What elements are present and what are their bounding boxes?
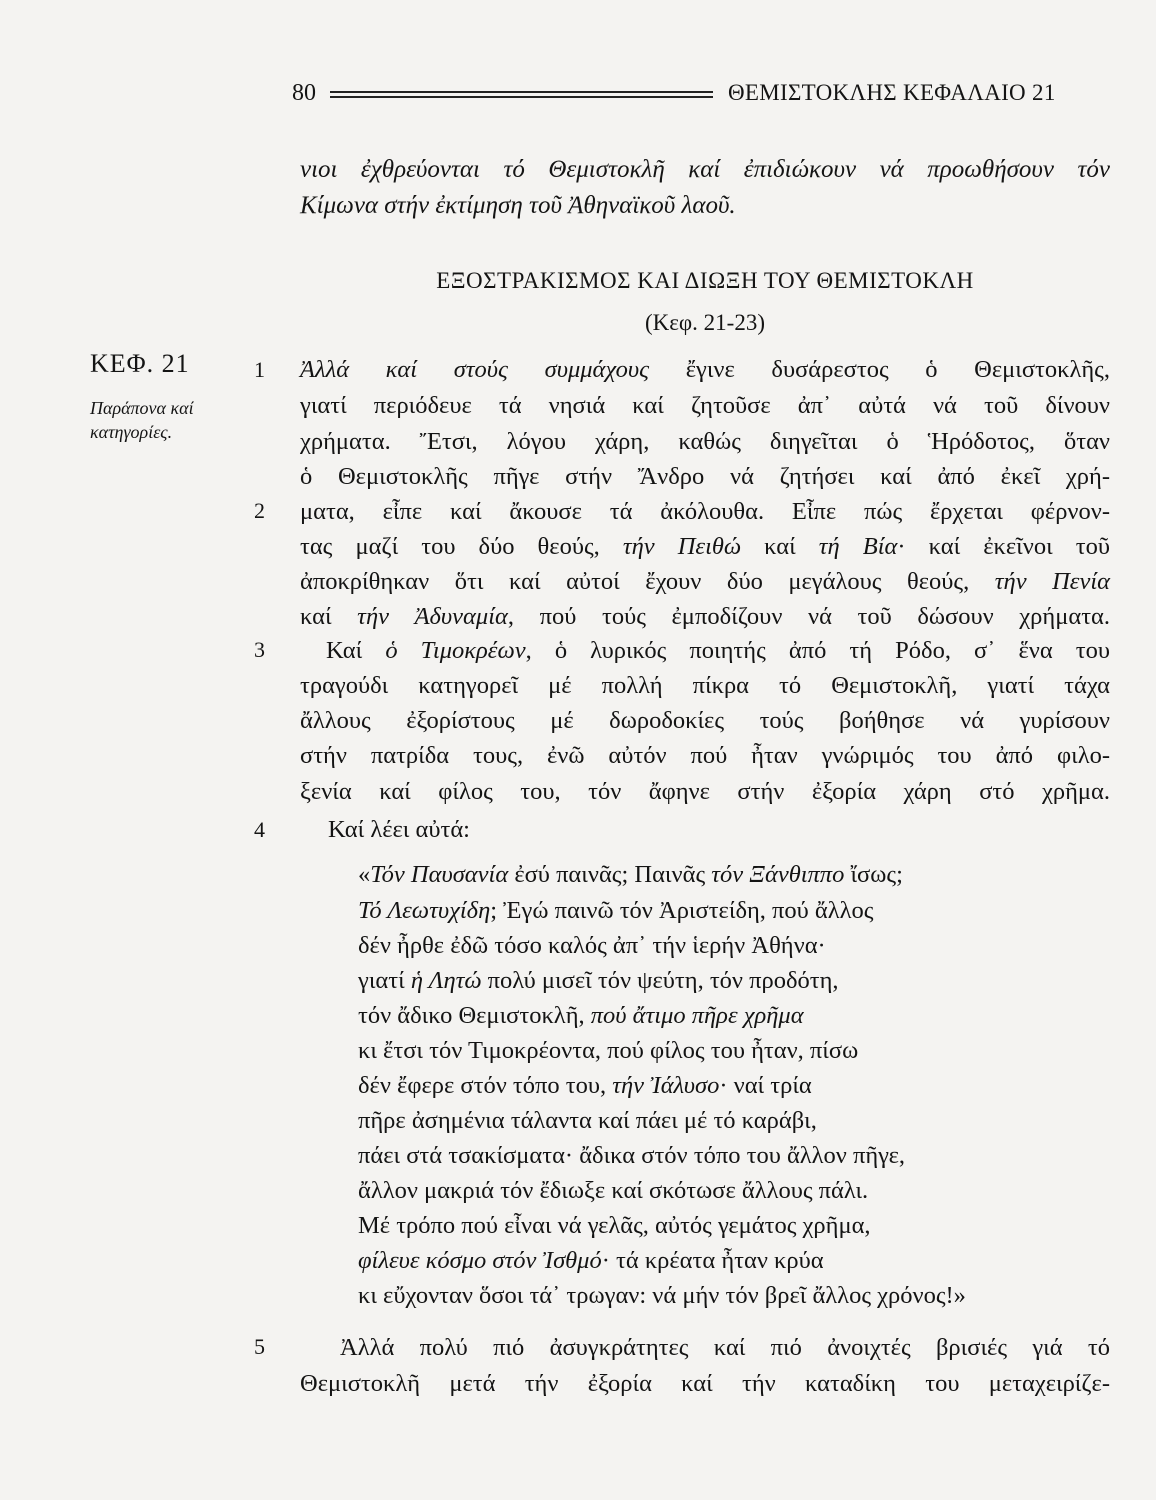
text-line: τας μαζί του δύο θεούς, τήν Πειθώ καί τή Βία· καί ἐκεῖνοι τοῦ	[300, 533, 1110, 560]
text-line: χρήματα. Ἔτσι, λόγου χάρη, καθώς διηγεῖται ὁ Ἡρόδοτος, ὅταν	[300, 428, 1110, 455]
poem-verse: πῆρε ἀσημένια τάλαντα καί πάει μέ τό καράβι,	[358, 1107, 817, 1134]
text-line: στήν πατρίδα τους, ἐνῶ αὐτόν πού ἦταν γνώριμός του ἀπό φιλο-	[300, 742, 1110, 769]
paragraph-number: 5	[254, 1334, 265, 1359]
paragraph-number: 4	[254, 817, 265, 842]
poem-verse: δέν ἔφερε στόν τόπο του, τήν Ἰάλυσο· ναί τρία	[358, 1072, 812, 1099]
poem-verse: φίλευε κόσμο στόν Ἰσθμό· τά κρέατα ἦταν κρύα	[358, 1247, 824, 1274]
text-line: Ἀλλά πολύ πιό ἀσυγκράτητες καί πιό ἀνοιχτές βρισιές γιά τό	[340, 1334, 1110, 1361]
paragraph-number: 1	[254, 357, 265, 382]
text-line: Ἀλλά καί στούς συμμάχους ἔγινε δυσάρεστος ὁ Θεμιστοκλῆς,	[300, 356, 1111, 383]
paragraph-number: 2	[254, 498, 265, 523]
poem-verse: Μέ τρόπο πού εἶναι νά γελᾶς, αὐτός γεμάτος χρῆμα,	[358, 1212, 871, 1239]
poem-verse: δέν ἦρθε ἐδῶ τόσο καλός ἀπ᾽ τήν ἱερήν Ἀθήνα·	[358, 932, 826, 959]
margin-chapter: ΚΕΦ. 21	[90, 349, 190, 378]
intro-line-2: Κίμωνα στήν ἐκτίμηση τοῦ Ἀθηναϊκοῦ λαοῦ.	[300, 192, 736, 219]
poem-verse: κι εὔχονταν ὅσοι τά᾽ τρωγαν: νά μήν τόν βρεῖ ἄλλος χρόνος!»	[358, 1282, 966, 1309]
poem-verse: κι ἔτσι τόν Τιμοκρέοντα, πού φίλος του ἦταν, πίσω	[358, 1037, 859, 1064]
poem-verse: πάει στά τσακίσματα· ἄδικα στόν τόπο του ἄλλον πῆγε,	[358, 1142, 906, 1169]
intro-line-1: νιοι ἐχθρεύονται τό Θεμιστοκλῆ καί ἐπιδιώκουν νά προωθήσουν τόν	[300, 156, 1110, 183]
paragraph-number: 3	[254, 637, 265, 662]
text-line: ματα, εἶπε καί ἄκουσε τά ἀκόλουθα. Εἶπε πώς ἔρχεται φέρνον-	[300, 498, 1110, 525]
text-line: ὁ Θεμιστοκλῆς πῆγε στήν Ἄνδρο νά ζητήσει καί ἀπό ἐκεῖ χρή-	[300, 463, 1110, 490]
section-subtitle: (Κεφ. 21-23)	[644, 310, 766, 335]
poem-verse: ἄλλον μακριά τόν ἔδιωξε καί σκότωσε ἄλλους πάλι.	[358, 1177, 869, 1204]
text-line: Καί λέει αὐτά:	[328, 816, 470, 843]
text-line: ἄλλους ἐξορίστους μέ δωροδοκίες τούς βοήθησε νά γυρίσουν	[300, 707, 1110, 734]
poem-verse: γιατί ἡ Λητώ πολύ μισεῖ τόν ψεύτη, τόν προδότη,	[358, 967, 839, 994]
text-line: ξενία καί φίλος του, τόν ἄφηνε στήν ἐξορία χάρη στό χρῆμα.	[300, 778, 1110, 805]
section-title: ΕΞΟΣΤΡΑΚΙΣΜΟΣ ΚΑΙ ΔΙΩΞΗ ΤΟΥ ΘΕΜΙΣΤΟΚΛΗ	[436, 268, 974, 293]
margin-note: Παράπονα καί κατηγορίες.	[90, 398, 194, 442]
page-number: 80	[292, 80, 316, 106]
poem-verse: τόν ἄδικο Θεμιστοκλῆ, πού ἄτιμο πῆρε χρῆμα	[358, 1002, 804, 1029]
poem-verse: «Τόν Παυσανία ἐσύ παινᾶς; Παινᾶς τόν Ξάνθιππο ἴσως;	[358, 861, 903, 888]
text-line: Θεμιστοκλῆ μετά τήν ἐξορία καί τήν καταδίκη του μεταχειρίζε-	[300, 1370, 1110, 1397]
poem-verse: Τό Λεωτυχίδη; Ἐγώ παινῶ τόν Ἀριστείδη, πού ἄλλος	[358, 897, 874, 924]
text-line: Καί ὁ Τιμοκρέων, ὁ λυρικός ποιητής ἀπό τή Ρόδο, σ᾽ ἕνα του	[326, 637, 1110, 664]
text-line: καί τήν Ἀδυναμία, πού τούς ἐμποδίζουν νά τοῦ δώσουν χρήματα.	[300, 603, 1110, 630]
text-line: γιατί περιόδευε τά νησιά καί ζητοῦσε ἀπ᾽ αὐτά νά τοῦ δίνουν	[300, 392, 1110, 419]
header-rule	[330, 91, 713, 98]
text-line: τραγούδι κατηγορεῖ μέ πολλή πίκρα τό Θεμιστοκλῆ, γιατί τάχα	[300, 672, 1110, 699]
running-title: ΘΕΜΙΣΤΟΚΛΗΣ ΚΕΦΑΛΑΙΟ 21	[728, 80, 1056, 105]
text-line: ἀποκρίθηκαν ὅτι καί αὐτοί ἔχουν δύο μεγάλους θεούς, τήν Πενία	[300, 568, 1110, 595]
